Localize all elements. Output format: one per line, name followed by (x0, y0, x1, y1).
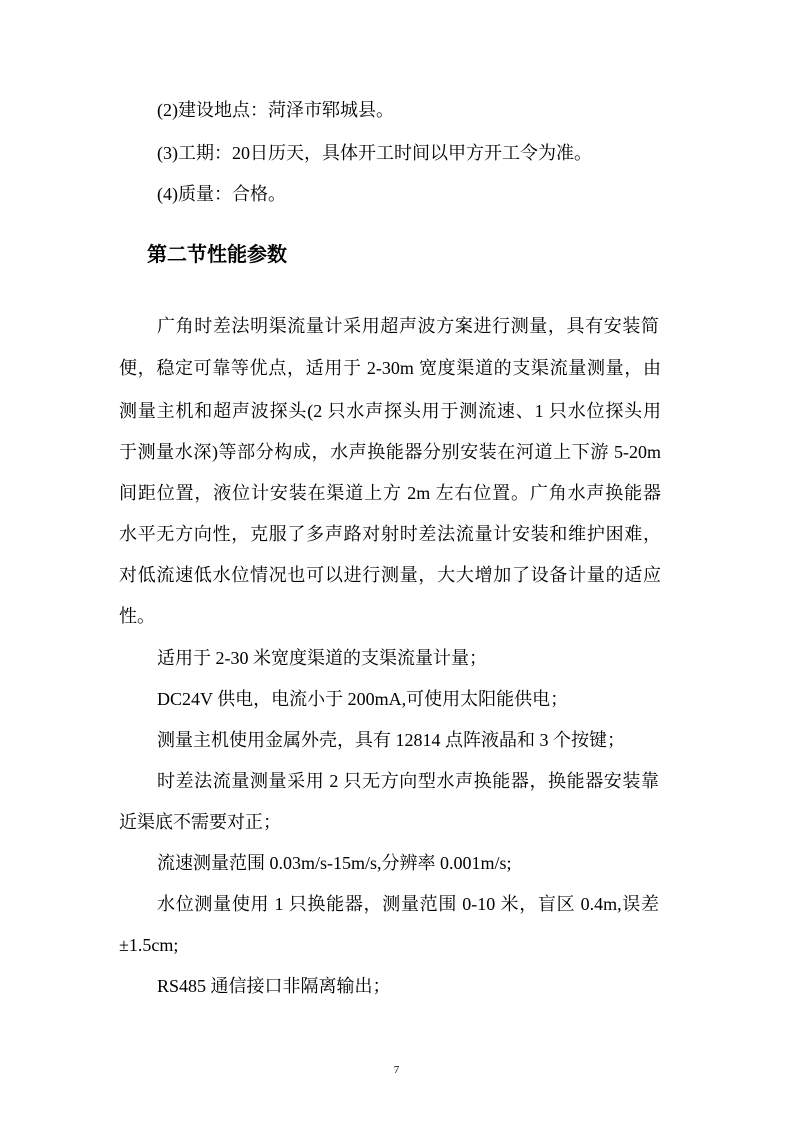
paragraph-line: 对低流速低水位情况也可以进行测量，大大增加了设备计量的适应 (119, 565, 661, 585)
spec-width-range: 适用于 2-30 米宽度渠道的支渠流量计量； (157, 648, 487, 668)
project-quality: (4)质量：合格。 (157, 184, 286, 204)
project-duration: (3)工期：20日历天，具体开工时间以甲方开工令为准。 (157, 143, 592, 163)
spec-power: DC24V 供电，电流小于 200mA,可使用太阳能供电； (157, 689, 569, 709)
paragraph-line: 广角时差法明渠流量计采用超声波方案进行测量，具有安装简 (157, 316, 659, 336)
spec-velocity: 流速测量范围 0.03m/s-15m/s,分辨率 0.001m/s; (157, 853, 512, 873)
spec-level-line: ±1.5cm; (119, 935, 179, 955)
spec-host: 测量主机使用金属外壳，具有 12814 点阵液晶和 3 个按键； (157, 730, 625, 750)
spec-transducer-line: 时差法流量测量采用 2 只无方向型水声换能器，换能器安装靠 (157, 771, 659, 791)
page-number: 7 (393, 1064, 400, 1076)
section-heading: 第二节性能参数 (147, 242, 287, 266)
spec-comm: RS485 通信接口非隔离输出； (157, 976, 391, 996)
paragraph-line: 间距位置，液位计安装在渠道上方 2m 左右位置。广角水声换能器 (119, 483, 661, 503)
paragraph-line: 便，稳定可靠等优点，适用于 2-30m 宽度渠道的支渠流量测量，由 (119, 358, 661, 378)
spec-level-line: 水位测量使用 1 只换能器，测量范围 0-10 米，盲区 0.4m,误差 (157, 894, 659, 914)
paragraph-line: 水平无方向性，克服了多声路对射时差法流量计安装和维护困难， (119, 524, 661, 544)
paragraph-line: 测量主机和超声波探头(2 只水声探头用于测流速、1 只水位探头用 (119, 401, 661, 421)
paragraph-line: 性。 (119, 606, 155, 626)
project-location: (2)建设地点：菏泽市郓城县。 (157, 100, 394, 120)
paragraph-line: 于测量水深)等部分构成，水声换能器分别安装在河道上下游 5-20m (119, 442, 661, 462)
spec-transducer-line: 近渠底不需要对正； (119, 812, 281, 832)
